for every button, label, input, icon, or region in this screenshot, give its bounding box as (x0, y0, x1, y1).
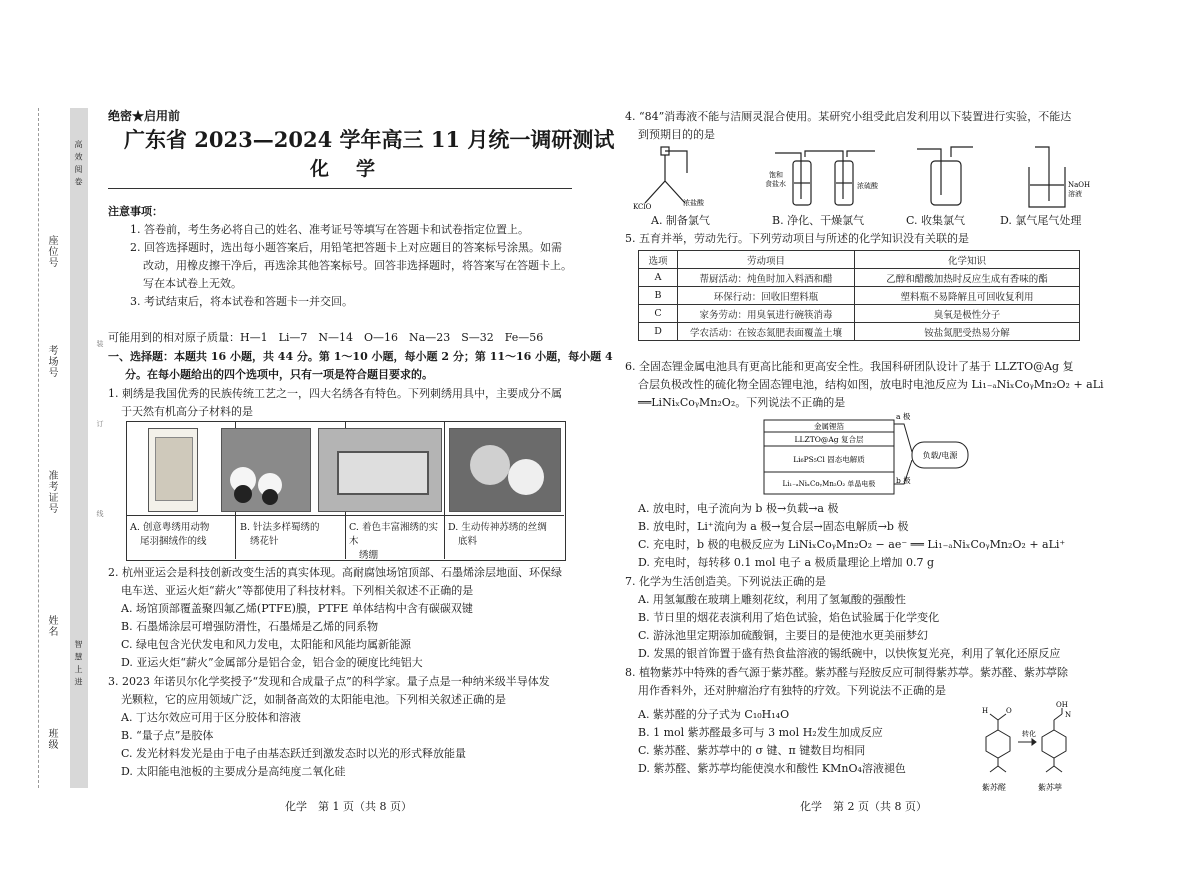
apparatus-c-icon (917, 147, 973, 205)
q2-option-b: B. 石墨烯涂层可增强防滑性，石墨烯是乙烯的同系物 (121, 620, 379, 633)
q4-option-b: B. 净化、干燥氯气 (772, 214, 865, 227)
section-heading: 一、选择题：本题共 16 小题，共 44 分。第 1～10 小题，每小题 2 分；第 11～16 小题，每小题 4 (108, 350, 613, 363)
q1-photo-d (449, 428, 561, 512)
admission-label: 准考证号 (46, 470, 57, 514)
atom-o-label: O (1006, 707, 1012, 715)
class-label: 班级 (46, 728, 57, 750)
table-cell: A (639, 269, 678, 287)
table-row (639, 305, 1080, 323)
atomic-mass-line: 可能用到的相对原子质量：H—1 Li—7 N—14 O—16 Na—23 S—32 Fe—56 (108, 331, 544, 344)
q4-stem-2: 到预期目的的是 (638, 128, 715, 141)
q2-stem-1: 2. 杭州亚运会是科技创新改变生活的真实体现。高耐腐蚀场馆顶部、石墨烯涂层地面、环保绿 (108, 566, 562, 579)
atom-h-label: H (982, 707, 989, 715)
table-header-row (639, 251, 1080, 269)
q7-stem: 7. 化学为生活创造美。下列说法正确的是 (625, 575, 826, 588)
electrode-b-label: b 极 (896, 476, 911, 485)
q6-option-c: C. 充电时，b 极的电极反应为 LiNiₓCoᵧMn₂O₂ − ae⁻ ══ Li₁₋ₐNiₓCoᵧMn₂O₂ + aLi⁺ (638, 538, 1066, 551)
q6-option-d: D. 充电时，每转移 0.1 mol 电子 a 极质量理论上增加 0.7 g (638, 556, 935, 569)
q3-stem-2: 光颗粒，它的应用领域广泛，如制备高效的太阳能电池。下列相关叙述正确的是 (121, 693, 506, 706)
q8-stem-2: 用作香料外，还对肿瘤治疗有独特的疗效。下列说法不正确的是 (638, 684, 946, 697)
q8-option-c: C. 紫苏醛、紫苏葶中的 σ 键、π 键数目均相同 (638, 744, 866, 757)
atom-oh-label: OH (1056, 701, 1068, 709)
notice-item-2c: 写在本试卷上无效。 (143, 277, 242, 290)
notice-item-3: 3. 考试结束后，将本试卷和答题卡一并交回。 (130, 295, 353, 308)
q4-option-a: A. 制备氯气 (651, 214, 710, 227)
seat-label: 座位号 (46, 235, 57, 268)
q4-stem-1: 4. “84”消毒液不能与洁厕灵混合使用。某研究小组受此启发利用以下装置进行实验，不能达 (625, 110, 1072, 123)
binding-note-3: 线 (96, 510, 104, 518)
q6-battery-diagram (762, 412, 992, 500)
table-cell: C (639, 305, 678, 323)
title-rule (108, 188, 572, 189)
q7-option-d: D. 发黑的银首饰置于盛有热食盐溶液的锡纸碗中，以快恢复光亮，利用了氧化还原反应 (638, 647, 1061, 660)
q3-option-c: C. 发光材料发光是由于电子由基态跃迁到激发态时以光的形式释放能量 (121, 747, 467, 760)
q7-option-c: C. 游泳池里定期添加硫酸铜，主要目的是使池水更美丽梦幻 (638, 629, 929, 642)
load-label: 负载/电源 (922, 451, 958, 460)
perilla-oxime-label: 紫苏葶 (1038, 783, 1062, 792)
page-title: 广东省 2023—2024 学年高三 11 月统一调研测试 (124, 127, 615, 152)
nacl-label-2: 食盐水 (765, 180, 786, 188)
conversion-arrow-label: 转化 (1022, 730, 1036, 738)
q6-stem-1: 6. 全固态锂金属电池具有更高比能和更高安全性。我国科研团队设计了基于 LLZTO@Ag 复 (625, 360, 1074, 373)
table-cell: 臭氧是极性分子 (855, 305, 1080, 323)
name-label: 姓名 (46, 615, 57, 637)
q6-option-a: A. 放电时，电子流向为 b 极→负载→a 极 (638, 502, 839, 515)
q8-stem-1: 8. 植物紫苏中特殊的香气源于紫苏醛。紫苏醛与羟胺反应可制得紫苏葶。紫苏醛、紫苏葶除 (625, 666, 1068, 679)
header-cell: 选项 (639, 251, 678, 269)
q1-stem-2: 于天然有机高分子材料的是 (121, 405, 253, 418)
q4-apparatus-figure (625, 143, 1091, 211)
footer-right: 化学 第 2 页（共 8 页） (800, 800, 927, 813)
subject-title: 化 学 (310, 158, 380, 180)
q6-option-b: B. 放电时，Li⁺流向为 a 极→复合层→固态电解质→b 极 (638, 520, 909, 533)
q2-option-c: C. 绿电包含光伏发电和风力发电，太阳能和风能均属新能源 (121, 638, 412, 651)
kclo-label: KClO (633, 203, 652, 211)
section-heading-2: 分。在每小题给出的四个选项中，只有一项是符合题目要求的。 (125, 368, 433, 381)
q2-option-a: A. 场馆顶部覆盖聚四氟乙烯(PTFE)膜，PTFE 单体结构中含有碳碳双键 (121, 602, 473, 615)
notice-item-2b: 改动，用橡皮擦干净后，再选涂其他答案标号。回答非选择题时，将答案写在答题卡上。 (143, 259, 572, 272)
table-cell: 环保行动：回收旧塑料瓶 (678, 287, 855, 305)
q1-photo-c (318, 428, 442, 512)
q1-photo-a (148, 428, 198, 512)
q1-option-c: C. 着色丰富湘绣的实木 绣绷 (349, 522, 438, 561)
q7-option-a: A. 用氢氟酸在玻璃上雕刻花纹，利用了氢氟酸的强酸性 (638, 593, 906, 606)
table-row (639, 323, 1080, 341)
q1-photo-b (221, 428, 311, 512)
apparatus-d-icon (1029, 147, 1065, 207)
notice-title: 注意事项： (108, 205, 163, 218)
hcl-label: 浓盐酸 (683, 199, 704, 207)
q2-option-d: D. 亚运火炬“薪火”金属部分是铝合金，铝合金的硬度比纯铝大 (121, 656, 423, 669)
apparatus-b-icon (775, 151, 875, 205)
table-cell: D (639, 323, 678, 341)
binding-note-1: 装 (96, 340, 104, 348)
layer-composite: LLZTO@Ag 复合层 (794, 435, 864, 444)
h2so4-label: 浓硫酸 (857, 182, 878, 190)
table-cell: 乙醇和醋酸加热时反应生成有香味的酯 (855, 269, 1080, 287)
notice-item-2: 2. 回答选择题时，选出每小题答案后，用铅笔把答题卡上对应题目的答案标号涂黑。如需 (130, 241, 562, 254)
table-cell: 学农活动：在铵态氮肥表面覆盖土壤 (678, 323, 855, 341)
layer-electrolyte: Li₆PS₅Cl 固态电解质 (793, 455, 865, 464)
header-cell: 劳动项目 (678, 251, 855, 269)
table-row (639, 269, 1080, 287)
q8-option-b: B. 1 mol 紫苏醛最多可与 3 mol H₂发生加成反应 (638, 726, 883, 739)
layer-cathode: Li₁₋ₐNiₓCoᵧMn₂O₂ 单晶电极 (782, 480, 876, 488)
apparatus-a-icon (645, 147, 687, 203)
notice-item-1: 1. 答卷前，考生务必将自己的姓名、准考证号等填写在答题卡和试卷指定位置上。 (130, 223, 529, 236)
q1-row-divider (126, 515, 564, 516)
q1-stem-1: 1. 刺绣是我国优秀的民族传统工艺之一，四大名绣各有特色。下列刺绣用具中，主要成分不属 (108, 387, 562, 400)
binding-note-2: 订 (96, 420, 104, 428)
q6-stem-3: ══LiNiₓCoᵧMn₂O₂。下列说法不正确的是 (638, 396, 846, 409)
table-row (639, 287, 1080, 305)
binding-top-text: 高 效 阅 卷 (74, 140, 83, 187)
q2-stem-2: 电车送、亚运火炬“薪火”等都使用了科技材料。下列相关叙述不正确的是 (121, 584, 474, 597)
q8-option-a: A. 紫苏醛的分子式为 C₁₀H₁₄O (638, 708, 790, 721)
q5-table (638, 250, 1080, 341)
q5-stem: 5. 五育并举，劳动先行。下列劳动项目与所述的化学知识没有关联的是 (625, 232, 969, 245)
table-cell: 塑料瓶不易降解且可回收复利用 (855, 287, 1080, 305)
naoh-label-1: NaOH (1068, 181, 1091, 189)
q3-stem-1: 3. 2023 年诺贝尔化学奖授予“发现和合成量子点”的科学家。量子点是一种纳米级半导体发 (108, 675, 550, 688)
table-cell: 铵盐氮肥受热易分解 (855, 323, 1080, 341)
table-cell: B (639, 287, 678, 305)
q7-option-b: B. 节日里的烟花表演利用了焰色试验，焰色试验属于化学变化 (638, 611, 940, 624)
table-cell: 家务劳动：用臭氧进行碗筷消毒 (678, 305, 855, 323)
perillaldehyde-label: 紫苏醛 (982, 783, 1006, 792)
electrode-a-label: a 极 (896, 412, 911, 421)
q6-stem-2: 合层负极改性的硫化物全固态锂电池，结构如图，放电时电池反应为 Li₁₋ₐNiₓCoᵧMn₂O₂ + aLi (638, 378, 1104, 391)
q1-col-divider (444, 421, 445, 559)
q3-option-a: A. 丁达尔效应可用于区分胶体和溶液 (121, 711, 301, 724)
footer-left: 化学 第 1 页（共 8 页） (285, 800, 412, 813)
q4-option-d: D. 氯气尾气处理 (1000, 214, 1082, 227)
table-cell: 帮厨活动：炖鱼时加入料酒和醋 (678, 269, 855, 287)
q3-option-b: B. “量子点”是胶体 (121, 729, 214, 742)
q8-structure-figure (978, 700, 1078, 796)
secret-label: 绝密★启用前 (108, 109, 181, 123)
q3-option-d: D. 太阳能电池板的主要成分是高纯度二氧化硅 (121, 765, 346, 778)
binding-cut-line (38, 108, 40, 788)
q4-option-c: C. 收集氯气 (906, 214, 966, 227)
q8-option-d: D. 紫苏醛、紫苏葶均能使溴水和酸性 KMnO₄溶液褪色 (638, 762, 906, 775)
layer-lithium-foil: 金属锂箔 (814, 422, 844, 431)
q1-option-a: A. 创意粤绣用动物 尾羽捆绒作的线 (130, 522, 210, 547)
header-cell: 化学知识 (855, 251, 1080, 269)
q1-option-d: D. 生动传神苏绣的丝绸 底料 (448, 522, 547, 547)
atom-n-label: N (1065, 711, 1072, 719)
q1-option-b: B. 针法多样蜀绣的 绣花针 (240, 522, 320, 547)
exam-room-label: 考场号 (46, 345, 57, 378)
nacl-label-1: 饱和 (769, 171, 783, 179)
naoh-label-2: 溶液 (1068, 190, 1082, 198)
binding-bottom-text: 智 慧 上 进 (74, 640, 83, 687)
